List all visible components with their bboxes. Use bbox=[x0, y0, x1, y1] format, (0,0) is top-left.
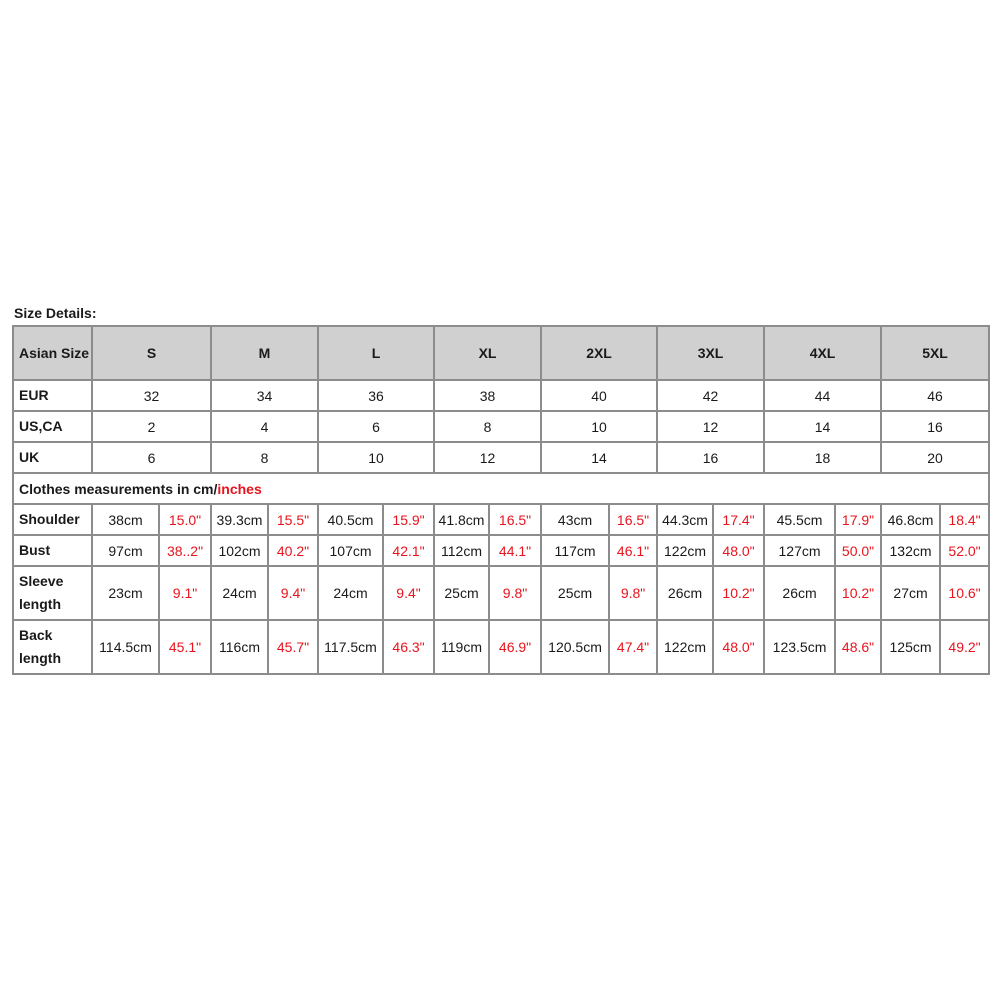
conversion-value: 36 bbox=[318, 380, 434, 411]
conversion-value: 10 bbox=[541, 411, 657, 442]
inch-value: 45.7" bbox=[268, 620, 318, 674]
row-label: EUR bbox=[13, 380, 92, 411]
cm-value: 45.5cm bbox=[764, 504, 835, 535]
row-label: Bust bbox=[13, 535, 92, 566]
conversion-value: 38 bbox=[434, 380, 541, 411]
cm-value: 127cm bbox=[764, 535, 835, 566]
cm-value: 119cm bbox=[434, 620, 489, 674]
inch-value: 46.1" bbox=[609, 535, 657, 566]
inch-value: 48.6" bbox=[835, 620, 881, 674]
inch-value: 10.2" bbox=[835, 566, 881, 620]
conversion-value: 4 bbox=[211, 411, 318, 442]
cm-value: 25cm bbox=[434, 566, 489, 620]
conversion-value: 32 bbox=[92, 380, 211, 411]
conversion-value: 40 bbox=[541, 380, 657, 411]
inch-value: 50.0" bbox=[835, 535, 881, 566]
cm-value: 46.8cm bbox=[881, 504, 940, 535]
size-header-2xl: 2XL bbox=[541, 326, 657, 380]
cm-value: 97cm bbox=[92, 535, 159, 566]
row-label: Back length bbox=[13, 620, 92, 674]
inch-value: 15.9" bbox=[383, 504, 434, 535]
inches-highlight: inches bbox=[217, 480, 262, 497]
cm-value: 107cm bbox=[318, 535, 383, 566]
size-header-xl: XL bbox=[434, 326, 541, 380]
cm-value: 25cm bbox=[541, 566, 609, 620]
size-header-3xl: 3XL bbox=[657, 326, 764, 380]
conversion-value: 12 bbox=[434, 442, 541, 473]
inch-value: 46.3" bbox=[383, 620, 434, 674]
size-details-title: Size Details: bbox=[14, 305, 97, 321]
conversion-value: 44 bbox=[764, 380, 881, 411]
inch-value: 52.0" bbox=[940, 535, 989, 566]
size-header-4xl: 4XL bbox=[764, 326, 881, 380]
conversion-value: 8 bbox=[434, 411, 541, 442]
conversion-row-usca bbox=[13, 411, 989, 442]
inch-value: 9.4" bbox=[268, 566, 318, 620]
cm-value: 102cm bbox=[211, 535, 268, 566]
cm-value: 120.5cm bbox=[541, 620, 609, 674]
cm-value: 117.5cm bbox=[318, 620, 383, 674]
inch-value: 48.0" bbox=[713, 535, 764, 566]
inch-value: 40.2" bbox=[268, 535, 318, 566]
cm-value: 43cm bbox=[541, 504, 609, 535]
cm-value: 41.8cm bbox=[434, 504, 489, 535]
row-label: UK bbox=[13, 442, 92, 473]
inch-value: 15.5" bbox=[268, 504, 318, 535]
cm-value: 122cm bbox=[657, 535, 713, 566]
inch-value: 49.2" bbox=[940, 620, 989, 674]
cm-value: 116cm bbox=[211, 620, 268, 674]
cm-value: 117cm bbox=[541, 535, 609, 566]
inch-value: 9.4" bbox=[383, 566, 434, 620]
cm-value: 114.5cm bbox=[92, 620, 159, 674]
inch-value: 15.0" bbox=[159, 504, 211, 535]
inch-value: 48.0" bbox=[713, 620, 764, 674]
inch-value: 46.9" bbox=[489, 620, 541, 674]
conversion-value: 42 bbox=[657, 380, 764, 411]
conversion-value: 46 bbox=[881, 380, 989, 411]
conversion-value: 6 bbox=[92, 442, 211, 473]
conversion-value: 18 bbox=[764, 442, 881, 473]
size-header-row bbox=[13, 326, 989, 380]
cm-value: 125cm bbox=[881, 620, 940, 674]
conversion-value: 14 bbox=[764, 411, 881, 442]
cm-value: 44.3cm bbox=[657, 504, 713, 535]
measurement-row-shoulder bbox=[13, 504, 989, 535]
measurements-section-row bbox=[13, 473, 989, 504]
asian-size-label: Asian Size bbox=[13, 326, 92, 380]
size-header-s: S bbox=[92, 326, 211, 380]
size-chart-table bbox=[12, 325, 990, 675]
cm-value: 27cm bbox=[881, 566, 940, 620]
cm-value: 26cm bbox=[764, 566, 835, 620]
inch-value: 9.8" bbox=[489, 566, 541, 620]
conversion-value: 8 bbox=[211, 442, 318, 473]
cm-value: 26cm bbox=[657, 566, 713, 620]
measurements-heading-text: Clothes measurements in cm/ bbox=[19, 480, 218, 497]
cm-value: 23cm bbox=[92, 566, 159, 620]
size-header-5xl: 5XL bbox=[881, 326, 989, 380]
inch-value: 17.4" bbox=[713, 504, 764, 535]
cm-value: 38cm bbox=[92, 504, 159, 535]
row-label: US,CA bbox=[13, 411, 92, 442]
inch-value: 45.1" bbox=[159, 620, 211, 674]
cm-value: 24cm bbox=[318, 566, 383, 620]
cm-value: 40.5cm bbox=[318, 504, 383, 535]
measurement-row-sleeve-length bbox=[13, 566, 989, 620]
measurement-row-bust bbox=[13, 535, 989, 566]
row-label: Shoulder bbox=[13, 504, 92, 535]
cm-value: 122cm bbox=[657, 620, 713, 674]
conversion-value: 2 bbox=[92, 411, 211, 442]
conversion-value: 14 bbox=[541, 442, 657, 473]
conversion-value: 6 bbox=[318, 411, 434, 442]
size-header-l: L bbox=[318, 326, 434, 380]
measurement-row-back-length bbox=[13, 620, 989, 674]
size-header-m: M bbox=[211, 326, 318, 380]
cm-value: 132cm bbox=[881, 535, 940, 566]
conversion-value: 16 bbox=[657, 442, 764, 473]
cm-value: 39.3cm bbox=[211, 504, 268, 535]
inch-value: 10.2" bbox=[713, 566, 764, 620]
inch-value: 44.1" bbox=[489, 535, 541, 566]
cm-value: 112cm bbox=[434, 535, 489, 566]
conversion-value: 16 bbox=[881, 411, 989, 442]
cm-value: 123.5cm bbox=[764, 620, 835, 674]
conversion-value: 34 bbox=[211, 380, 318, 411]
inch-value: 18.4" bbox=[940, 504, 989, 535]
inch-value: 16.5" bbox=[609, 504, 657, 535]
cm-value: 24cm bbox=[211, 566, 268, 620]
inch-value: 9.1" bbox=[159, 566, 211, 620]
inch-value: 9.8" bbox=[609, 566, 657, 620]
conversion-value: 12 bbox=[657, 411, 764, 442]
inch-value: 42.1" bbox=[383, 535, 434, 566]
conversion-value: 20 bbox=[881, 442, 989, 473]
inch-value: 16.5" bbox=[489, 504, 541, 535]
inch-value: 38..2" bbox=[159, 535, 211, 566]
row-label: Sleeve length bbox=[13, 566, 92, 620]
inch-value: 47.4" bbox=[609, 620, 657, 674]
conversion-value: 10 bbox=[318, 442, 434, 473]
inch-value: 17.9" bbox=[835, 504, 881, 535]
measurements-heading bbox=[13, 473, 989, 504]
conversion-row-eur bbox=[13, 380, 989, 411]
inch-value: 10.6" bbox=[940, 566, 989, 620]
conversion-row-uk bbox=[13, 442, 989, 473]
